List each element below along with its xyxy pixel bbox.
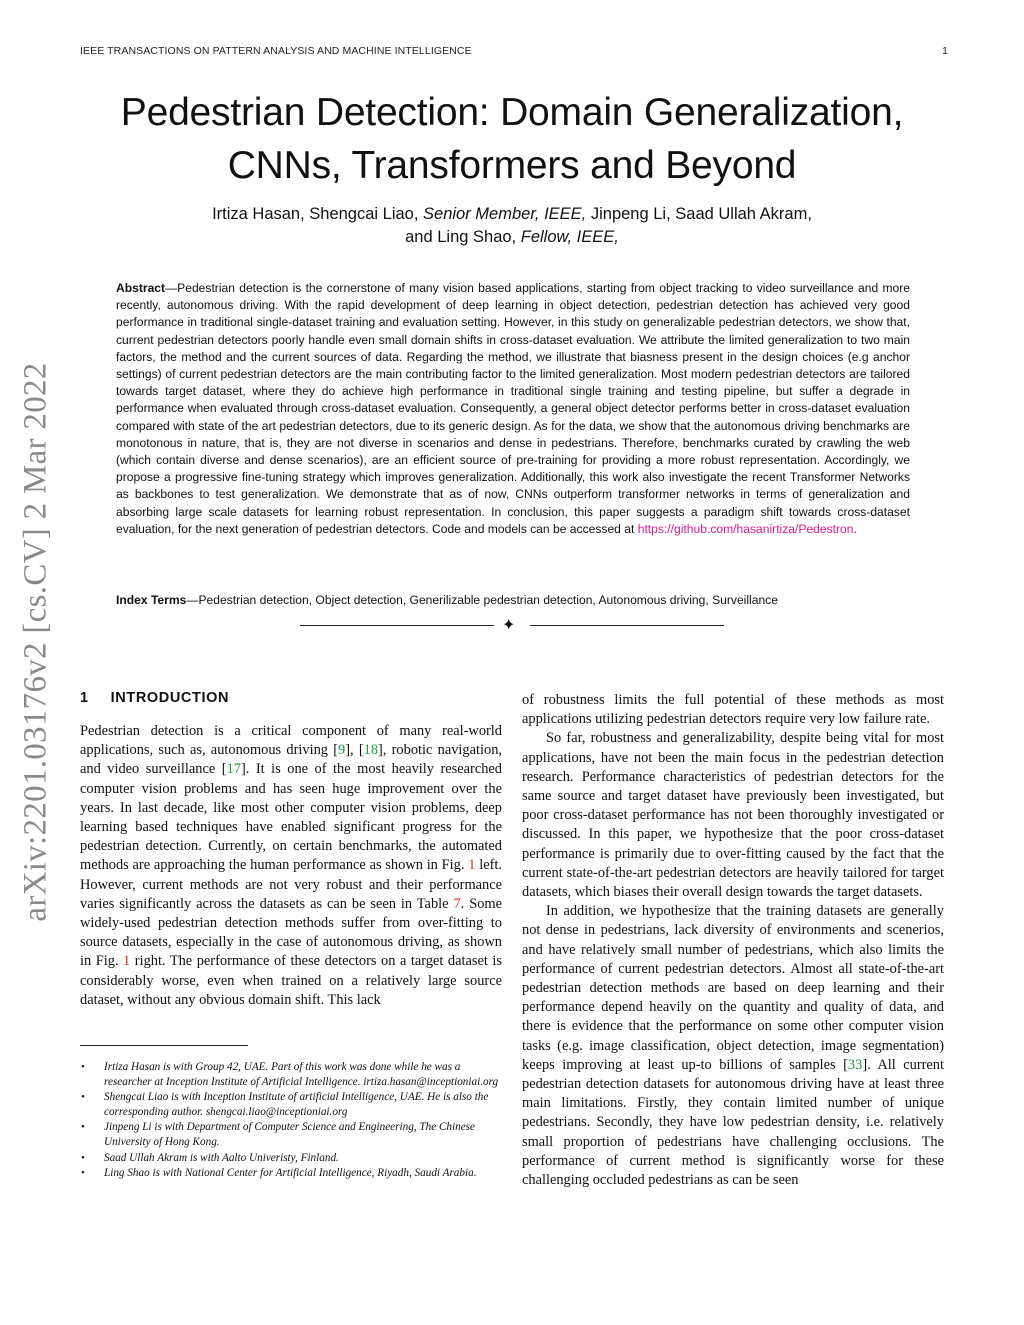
footnote-item	[80, 1120, 502, 1149]
author-role-2: Fellow, IEEE,	[520, 228, 619, 246]
abstract-label: Abstract	[116, 281, 166, 295]
intro-paragraph-1	[80, 722, 502, 1010]
separator-line-left	[300, 625, 494, 626]
body-text: left. However, current methods are not very robust and their performance varies significantly across the datasets as can be seen in Table	[80, 857, 502, 912]
abstract-text: —Pedestrian detection is the cornerstone of many vision based applications, starting from object tracking to video surveillance and more recently, autonomous driving. With the rapid development of deep learning in object detection, pedestrian detection has achieved very good performance in traditional single-dataset training and evaluation setting. However, in this study on generalizable pedestrian detectors, we show that, current pedestrian detectors poorly handle even small domain shifts in cross-dataset evaluation. We attribute the limited generalization to two main factors, the method and the current sources of data. Regarding the method, we illustrate that biasness present in the design choices (e.g anchor settings) of current pedestrian detectors are the main contributing factor to the limited generalization. Most modern pedestrian detectors are tailored towards target dataset, where they do achieve high performance in traditional single training and testing pipeline, but suffer a degrade in performance when evaluated through cross-dataset evaluation. Consequently, a general object detector performs better in cross-dataset evaluation compared with state of the art pedestrian detectors, due to its generic design. As for the data, we show that the autonomous driving benchmarks are monotonous in nature, that is, they are not diverse in scenarios and dense in pedestrians. Therefore, benchmarks curated by crawling the web (which contain diverse and dense scenarios), are an efficient source of pre-training for providing a more robust representation. Accordingly, we propose a progressive fine-tuning strategy which improves generalization. Additionally, this work also investigate the recent Transformer Networks as backbones to test generalization. We demonstrate that as of now, CNNs outperform transformer networks in terms of generalization and absorbing large scale datasets for learning robust representation. In conclusion, this paper suggests a paradigm shift towards cross-dataset evaluation, for the next generation of pedestrian detectors. Code and models can be accessed at	[116, 281, 910, 536]
author-line-2	[100, 226, 924, 249]
citation-link[interactable]: 9	[338, 742, 346, 759]
authors-names-3: and Ling Shao,	[405, 228, 521, 246]
section-number: 1	[80, 690, 89, 706]
authors-names-2: Jinpeng Li, Saad Ullah Akram,	[586, 205, 812, 223]
footnote-text: Ling Shao is with National Center for Artificial Intelligence, Riyadh, Saudi Arabia.	[104, 1167, 477, 1180]
body-text: . Some widely-used pedestrian detection methods suffer from over-fitting to source datasets, especially in the case of autonomous driving, as shown in Fig.	[80, 895, 502, 970]
index-terms	[116, 592, 910, 609]
abstract-end: .	[853, 521, 857, 536]
bullet-icon: •	[81, 1061, 85, 1073]
citation-link[interactable]: 17	[226, 761, 241, 778]
bullet-icon: •	[81, 1091, 85, 1104]
figure-ref-link[interactable]: 1	[468, 857, 476, 874]
bullet-icon: •	[81, 1121, 85, 1134]
footnote-item	[80, 1060, 502, 1089]
citation-link[interactable]: 33	[847, 1056, 863, 1073]
intro-right-column	[522, 691, 944, 1190]
section-separator	[300, 616, 724, 636]
body-text: In addition, we hypothesize that the training datasets are generally not dense in pedestrians, lack diversity of environments and scenerios, and have relatively small number of pedestrians, which also limits the performance of current pedestrian detectors. Almost all state-of-the-art pedestrian detection methods are based on deep learning and their performance depend heavily on the quantity and quality of data, and there is evidence that the performance on some other computer vision tasks (e.g. image classification, object detection, image segmentation) keeps improving at least up-to billions of samples [	[522, 903, 944, 1073]
footnote-text: Irtiza Hasan is with Group 42, UAE. Part of this work was done while he was a researcher at Inception Institute of Artificial Intelligence. irtiza.hasan@inceptioniai.org	[104, 1061, 499, 1088]
paper-title	[60, 86, 964, 192]
journal-name: IEEE TRANSACTIONS ON PATTERN ANALYSIS AND MACHINE INTELLIGENCE	[80, 45, 472, 57]
bullet-icon: •	[81, 1167, 85, 1180]
intro-paragraph-2: So far, robustness and generalizability, despite being vital for most applications, have not been the main focus in the pedestrian detection research. Performance characteristics of pedestrian detectors for the same source and target dataset have previously been investigated, but poor cross-dataset performance has not been thoroughly investigated or discussed. In this paper, we hypothesize that the poor cross-dataset performance is primarily due to over-fitting caused by the fact that the current state-of-the-art pedestrian detectors are heavily tailored for target datasets, which biases their overall design towards the target datasets.	[522, 730, 944, 901]
footnote-text: Shengcai Liao is with Inception Institute of artificial Intelligence, UAE. He is also the corresponding author. shengcai.liao@inceptioniai.org	[104, 1091, 489, 1118]
body-text: ]. It is one of the most heavily researched computer vision problems and has seen huge improvement over the years. In last decade, like most other computer vision problems, deep learning based techniques have enabled significant progress for the pedestrian detection. Currently, on certain benchmarks, the automated methods are approaching the human performance as shown in Fig.	[80, 761, 503, 874]
intro-left-column	[80, 722, 502, 1010]
title-line-2: CNNs, Transformers and Beyond	[227, 144, 797, 187]
bullet-icon: •	[81, 1151, 85, 1164]
intro-paragraph-3	[522, 902, 944, 1190]
citation-link[interactable]: 18	[363, 742, 379, 759]
footnote-text: Saad Ullah Akram is with Aalto Univeristy, Finland.	[104, 1151, 339, 1164]
body-text: ]. All current pedestrian detection datasets for autonomous driving have at least three main limitations. Firstly, they contain limited number of unique pedestrians. Secondly, they have low pedestrian density, i.e. relatively small proportion of pedestrians have challenging occlusions. The performance of current method is significantly worse for these challenging occluded pedestrians as can be seen	[522, 1056, 944, 1189]
authors-names-1: Irtiza Hasan, Shengcai Liao,	[212, 205, 424, 223]
author-line-1	[100, 203, 924, 226]
author-list	[100, 203, 924, 249]
index-terms-label: Index Terms	[116, 593, 187, 607]
body-text: ], robotic navigation, and video surveillance [	[80, 742, 502, 778]
footnote-divider	[80, 1045, 248, 1046]
author-role-1: Senior Member, IEEE,	[423, 205, 587, 223]
footnote-text: Jinpeng Li is with Department of Computer Science and Engineering, The Chinese University of Hong Kong.	[104, 1121, 476, 1148]
separator-line-right	[530, 625, 724, 626]
intro-paragraph-continued: of robustness limits the full potential of these methods as most applications utilizing pedestrian detectors require very low failure rate.	[522, 692, 944, 728]
section-heading-introduction	[80, 690, 500, 706]
footnote-item	[80, 1151, 502, 1166]
footnote-item	[80, 1166, 502, 1181]
title-line-1: Pedestrian Detection: Domain Generalization,	[120, 91, 904, 134]
body-text: Pedestrian detection is a critical component of many real-world applications, such as, autonomous driving [	[80, 723, 502, 759]
section-title: INTRODUCTION	[110, 690, 230, 706]
footnote-item	[80, 1090, 502, 1119]
table-ref-link[interactable]: 7	[453, 895, 461, 912]
index-terms-text: —Pedestrian detection, Object detection, Generilizable pedestrian detection, Autonomous driving, Surveillance	[186, 593, 778, 607]
author-footnotes	[80, 1060, 502, 1182]
arxiv-identifier-stamp	[8, 352, 64, 932]
separator-diamond-icon: ✦	[502, 617, 516, 634]
figure-ref-link[interactable]: 1	[123, 953, 131, 970]
code-link[interactable]: https://github.com/hasanirtiza/Pedestron	[637, 521, 854, 536]
body-text: ], [	[345, 742, 364, 759]
abstract	[116, 280, 910, 538]
running-header	[80, 45, 948, 61]
body-text: right. The performance of these detectors on a target dataset is considerably worse, even when trained on a relatively large source dataset, without any obvious domain shift. This lack	[80, 953, 502, 1008]
arxiv-identifier-text: arXiv:2201.03176v2 [cs.CV] 2 Mar 2022	[17, 362, 54, 922]
page-number: 1	[942, 45, 948, 57]
